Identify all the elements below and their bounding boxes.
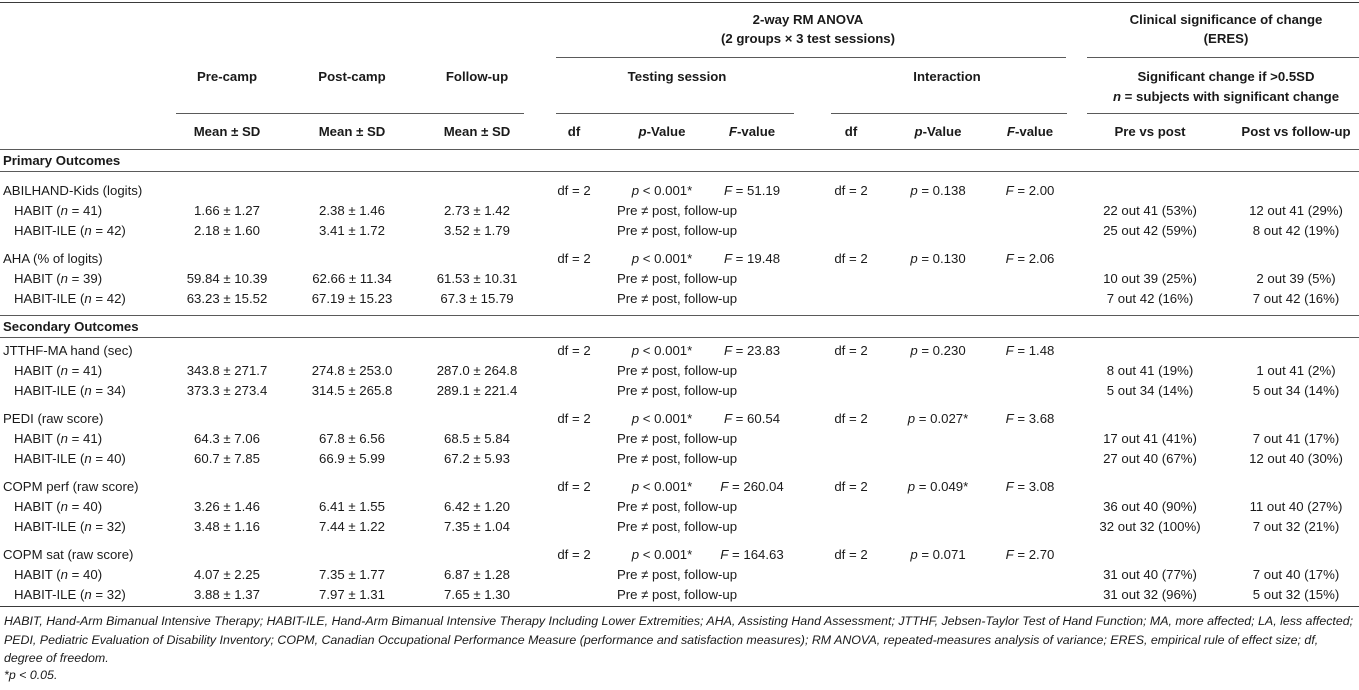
ts-df-value: df = 2 bbox=[557, 547, 591, 562]
anova-rule bbox=[556, 57, 1066, 58]
int-p-value: p = 0.138 bbox=[910, 183, 966, 198]
significance-note: *p < 0.05. bbox=[4, 668, 58, 682]
postcamp-value: 3.41 ± 1.72 bbox=[319, 223, 385, 238]
table-bottom-rule bbox=[0, 606, 1359, 607]
int-p-value: p = 0.230 bbox=[910, 343, 966, 358]
ts-p-value: p < 0.001* bbox=[631, 251, 693, 266]
mean-sd-postcamp: Mean ± SD bbox=[318, 124, 386, 139]
precamp-value: 63.23 ± 15.52 bbox=[186, 291, 268, 306]
int-df-value: df = 2 bbox=[834, 411, 868, 426]
anova-title: 2-way RM ANOVA bbox=[752, 12, 864, 27]
int-f-value: F = 2.00 bbox=[1005, 183, 1055, 198]
int-p-value: p = 0.049* bbox=[907, 479, 969, 494]
posthoc-note: Pre ≠ post, follow-up bbox=[616, 203, 738, 218]
group-label: HABIT-ILE (n = 40) bbox=[14, 451, 126, 466]
int-df-value: df = 2 bbox=[834, 479, 868, 494]
sig-change-line1: Significant change if >0.5SD bbox=[1137, 69, 1315, 84]
followup-value: 6.87 ± 1.28 bbox=[444, 567, 510, 582]
ts-df-value: df = 2 bbox=[557, 411, 591, 426]
post-vs-followup-value: 7 out 40 (17%) bbox=[1252, 567, 1340, 582]
int-df-value: df = 2 bbox=[834, 343, 868, 358]
col-postcamp: Post-camp bbox=[318, 69, 386, 84]
testing-rule bbox=[556, 113, 794, 114]
measure-name: JTTHF-MA hand (sec) bbox=[3, 343, 133, 358]
precamp-value: 343.8 ± 271.7 bbox=[186, 363, 268, 378]
posthoc-note: Pre ≠ post, follow-up bbox=[616, 451, 738, 466]
group-label: HABIT (n = 41) bbox=[14, 203, 103, 218]
interaction-rule bbox=[831, 113, 1067, 114]
int-f-value: F = 3.08 bbox=[1005, 479, 1055, 494]
section-title: Secondary Outcomes bbox=[3, 319, 139, 334]
group-label: HABIT-ILE (n = 32) bbox=[14, 519, 126, 534]
int-p-value: p = 0.130 bbox=[910, 251, 966, 266]
pre-vs-post-value: 22 out 41 (53%) bbox=[1103, 203, 1197, 218]
post-vs-followup-header: Post vs follow-up bbox=[1241, 124, 1351, 139]
measure-name: PEDI (raw score) bbox=[3, 411, 104, 426]
postcamp-value: 2.38 ± 1.46 bbox=[319, 203, 385, 218]
group-label: HABIT (n = 40) bbox=[14, 567, 103, 582]
posthoc-note: Pre ≠ post, follow-up bbox=[616, 519, 738, 534]
mean-sd-followup: Mean ± SD bbox=[443, 124, 511, 139]
group-label: HABIT-ILE (n = 42) bbox=[14, 223, 126, 238]
mean-sd-precamp: Mean ± SD bbox=[193, 124, 261, 139]
clinical-subtitle: (ERES) bbox=[1203, 31, 1249, 46]
int-f-value: F = 2.06 bbox=[1005, 251, 1055, 266]
pre-vs-post-header: Pre vs post bbox=[1114, 124, 1186, 139]
postcamp-value: 6.41 ± 1.55 bbox=[319, 499, 385, 514]
postcamp-value: 67.8 ± 6.56 bbox=[319, 431, 385, 446]
ts-p-value: p < 0.001* bbox=[631, 479, 693, 494]
ts-p-value: p < 0.001* bbox=[631, 411, 693, 426]
int-df-value: df = 2 bbox=[834, 251, 868, 266]
posthoc-note: Pre ≠ post, follow-up bbox=[616, 291, 738, 306]
postcamp-value: 7.97 ± 1.31 bbox=[319, 587, 385, 602]
precamp-value: 2.18 ± 1.60 bbox=[194, 223, 260, 238]
header-bottom-rule bbox=[0, 149, 1359, 150]
pre-vs-post-value: 25 out 42 (59%) bbox=[1103, 223, 1197, 238]
pre-vs-post-value: 8 out 41 (19%) bbox=[1106, 363, 1194, 378]
ts-df-value: df = 2 bbox=[557, 343, 591, 358]
followup-value: 6.42 ± 1.20 bbox=[444, 499, 510, 514]
posthoc-note: Pre ≠ post, follow-up bbox=[616, 271, 738, 286]
post-vs-followup-value: 1 out 41 (2%) bbox=[1256, 363, 1336, 378]
pre-vs-post-value: 36 out 40 (90%) bbox=[1103, 499, 1197, 514]
precamp-value: 3.48 ± 1.16 bbox=[194, 519, 260, 534]
followup-value: 61.53 ± 10.31 bbox=[436, 271, 518, 286]
ts-f-value: F = 51.19 bbox=[723, 183, 781, 198]
ts-df-value: df = 2 bbox=[557, 251, 591, 266]
followup-value: 7.35 ± 1.04 bbox=[444, 519, 510, 534]
post-vs-followup-value: 5 out 34 (14%) bbox=[1252, 383, 1340, 398]
posthoc-note: Pre ≠ post, follow-up bbox=[616, 383, 738, 398]
postcamp-value: 7.35 ± 1.77 bbox=[319, 567, 385, 582]
post-vs-followup-value: 2 out 39 (5%) bbox=[1256, 271, 1336, 286]
section-title: Primary Outcomes bbox=[3, 153, 121, 168]
ts-p-value: p < 0.001* bbox=[631, 343, 693, 358]
posthoc-note: Pre ≠ post, follow-up bbox=[616, 587, 738, 602]
postcamp-value: 314.5 ± 265.8 bbox=[311, 383, 393, 398]
measure-name: AHA (% of logits) bbox=[3, 251, 103, 266]
post-vs-followup-value: 5 out 32 (15%) bbox=[1252, 587, 1340, 602]
postcamp-value: 62.66 ± 11.34 bbox=[312, 271, 392, 286]
table-footnote: HABIT, Hand-Arm Bimanual Intensive Therapy; HABIT-ILE, Hand-Arm Bimanual Intensive Therapy Including Lower Extremities; AHA, Assisting Hand Assessment; JTTHF, Jebsen-Taylor Test of Hand Function; MA, more affected; LA, less affected; PEDI, Pediatric Evaluation of Disability Inventory; COPM, Canadian Occupational Performance Measure (performance and satisfaction measures); RM ANOVA, repeated-measures analysis of variance; ERES, empirical rule of effect size; df, degree of freedom. bbox=[4, 614, 1354, 665]
ts-p-header: p-Value bbox=[638, 124, 686, 139]
postcamp-value: 67.19 ± 15.23 bbox=[311, 291, 393, 306]
ts-f-value: F = 260.04 bbox=[720, 479, 784, 494]
group-label: HABIT (n = 39) bbox=[14, 271, 103, 286]
group-label: HABIT (n = 40) bbox=[14, 499, 103, 514]
precamp-value: 59.84 ± 10.39 bbox=[186, 271, 268, 286]
posthoc-note: Pre ≠ post, follow-up bbox=[616, 499, 738, 514]
group-label: HABIT (n = 41) bbox=[14, 431, 103, 446]
followup-value: 289.1 ± 221.4 bbox=[436, 383, 518, 398]
pre-vs-post-value: 32 out 32 (100%) bbox=[1099, 519, 1201, 534]
followup-value: 2.73 ± 1.42 bbox=[444, 203, 510, 218]
int-f-header: F-value bbox=[1006, 124, 1054, 139]
col-interaction: Interaction bbox=[913, 69, 981, 84]
post-vs-followup-value: 7 out 41 (17%) bbox=[1252, 431, 1340, 446]
precamp-value: 64.3 ± 7.06 bbox=[194, 431, 260, 446]
posthoc-note: Pre ≠ post, follow-up bbox=[616, 223, 738, 238]
col-followup: Follow-up bbox=[445, 69, 509, 84]
col-precamp: Pre-camp bbox=[196, 69, 258, 84]
precamp-value: 4.07 ± 2.25 bbox=[194, 567, 260, 582]
posthoc-note: Pre ≠ post, follow-up bbox=[616, 431, 738, 446]
pre-vs-post-value: 27 out 40 (67%) bbox=[1103, 451, 1197, 466]
post-vs-followup-value: 12 out 40 (30%) bbox=[1249, 451, 1343, 466]
followup-value: 67.3 ± 15.79 bbox=[440, 291, 514, 306]
int-f-value: F = 1.48 bbox=[1005, 343, 1055, 358]
int-p-header: p-Value bbox=[914, 124, 962, 139]
pre-vs-post-value: 31 out 40 (77%) bbox=[1103, 567, 1197, 582]
followup-value: 67.2 ± 5.93 bbox=[444, 451, 510, 466]
ts-df-value: df = 2 bbox=[557, 183, 591, 198]
group-label: HABIT-ILE (n = 42) bbox=[14, 291, 126, 306]
significance-rule bbox=[1087, 113, 1359, 114]
group-label: HABIT-ILE (n = 34) bbox=[14, 383, 126, 398]
ts-p-value: p < 0.001* bbox=[631, 547, 693, 562]
int-p-value: p = 0.027* bbox=[907, 411, 969, 426]
post-vs-followup-value: 12 out 41 (29%) bbox=[1249, 203, 1343, 218]
post-vs-followup-value: 11 out 40 (27%) bbox=[1249, 499, 1343, 514]
posthoc-note: Pre ≠ post, follow-up bbox=[616, 567, 738, 582]
pre-vs-post-value: 31 out 32 (96%) bbox=[1103, 587, 1197, 602]
followup-value: 3.52 ± 1.79 bbox=[444, 223, 510, 238]
ts-f-value: F = 19.48 bbox=[723, 251, 781, 266]
group-label: HABIT (n = 41) bbox=[14, 363, 103, 378]
int-f-value: F = 2.70 bbox=[1005, 547, 1055, 562]
ts-p-value: p < 0.001* bbox=[631, 183, 693, 198]
measure-name: COPM sat (raw score) bbox=[3, 547, 134, 562]
precamp-value: 1.66 ± 1.27 bbox=[194, 203, 260, 218]
clinical-rule bbox=[1087, 57, 1359, 58]
col-testing-session: Testing session bbox=[627, 69, 727, 84]
primary-rule bbox=[0, 171, 1359, 172]
postcamp-value: 274.8 ± 253.0 bbox=[311, 363, 393, 378]
posthoc-note: Pre ≠ post, follow-up bbox=[616, 363, 738, 378]
pre-vs-post-value: 17 out 41 (41%) bbox=[1103, 431, 1197, 446]
ts-f-value: F = 60.54 bbox=[723, 411, 781, 426]
post-vs-followup-value: 7 out 32 (21%) bbox=[1252, 519, 1340, 534]
descriptive-rule bbox=[176, 113, 524, 114]
int-p-value: p = 0.071 bbox=[910, 547, 966, 562]
followup-value: 287.0 ± 264.8 bbox=[436, 363, 518, 378]
sig-change-line2: n = subjects with significant change bbox=[1112, 89, 1340, 104]
precamp-value: 3.26 ± 1.46 bbox=[194, 499, 260, 514]
int-df-value: df = 2 bbox=[834, 547, 868, 562]
ts-df-value: df = 2 bbox=[557, 479, 591, 494]
int-df-header: df bbox=[844, 124, 858, 139]
top-rule bbox=[0, 2, 1359, 3]
secondary-top-rule bbox=[0, 315, 1359, 316]
ts-df-header: df bbox=[567, 124, 581, 139]
precamp-value: 3.88 ± 1.37 bbox=[194, 587, 260, 602]
ts-f-header: F-value bbox=[728, 124, 776, 139]
postcamp-value: 66.9 ± 5.99 bbox=[319, 451, 385, 466]
secondary-rule bbox=[0, 337, 1359, 338]
postcamp-value: 7.44 ± 1.22 bbox=[319, 519, 385, 534]
anova-subtitle: (2 groups × 3 test sessions) bbox=[720, 31, 896, 46]
ts-f-value: F = 164.63 bbox=[720, 547, 784, 562]
ts-f-value: F = 23.83 bbox=[723, 343, 781, 358]
int-f-value: F = 3.68 bbox=[1005, 411, 1055, 426]
group-label: HABIT-ILE (n = 32) bbox=[14, 587, 126, 602]
clinical-title: Clinical significance of change bbox=[1129, 12, 1323, 27]
post-vs-followup-value: 7 out 42 (16%) bbox=[1252, 291, 1340, 306]
precamp-value: 373.3 ± 273.4 bbox=[186, 383, 268, 398]
int-df-value: df = 2 bbox=[834, 183, 868, 198]
pre-vs-post-value: 10 out 39 (25%) bbox=[1103, 271, 1197, 286]
followup-value: 68.5 ± 5.84 bbox=[444, 431, 510, 446]
pre-vs-post-value: 7 out 42 (16%) bbox=[1106, 291, 1194, 306]
precamp-value: 60.7 ± 7.85 bbox=[194, 451, 260, 466]
followup-value: 7.65 ± 1.30 bbox=[444, 587, 510, 602]
pre-vs-post-value: 5 out 34 (14%) bbox=[1106, 383, 1194, 398]
post-vs-followup-value: 8 out 42 (19%) bbox=[1252, 223, 1340, 238]
measure-name: COPM perf (raw score) bbox=[3, 479, 139, 494]
measure-name: ABILHAND-Kids (logits) bbox=[3, 183, 143, 198]
